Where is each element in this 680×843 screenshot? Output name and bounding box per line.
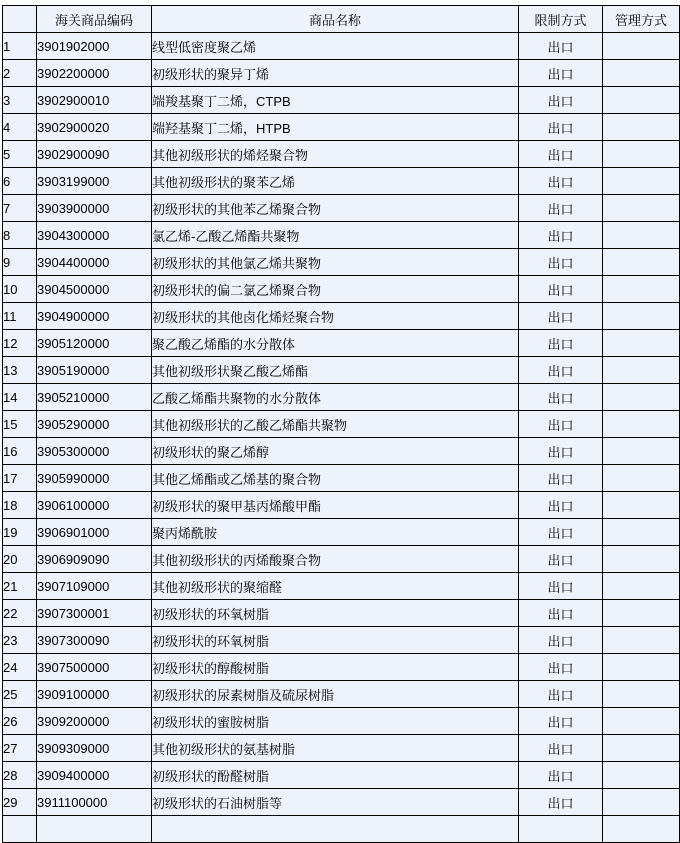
product-name-cell: 端羟基聚丁二烯，HTPB <box>152 114 519 141</box>
table-row <box>3 465 680 492</box>
hs-code-cell: 3903199000 <box>37 168 152 195</box>
row-number-cell: 9 <box>3 249 37 276</box>
restriction-cell: 出口 <box>519 330 603 357</box>
product-name-cell: 其他初级形状的烯烃聚合物 <box>152 141 519 168</box>
product-name-cell: 初级形状的其他氯乙烯共聚物 <box>152 249 519 276</box>
table-row <box>3 519 680 546</box>
product-name-cell: 氯乙烯-乙酸乙烯酯共聚物 <box>152 222 519 249</box>
management-cell <box>603 168 680 195</box>
restriction-cell: 出口 <box>519 519 603 546</box>
product-name-cell: 初级形状的尿素树脂及硫尿树脂 <box>152 681 519 708</box>
empty-cell <box>519 816 603 843</box>
hs-code-cell: 3901902000 <box>37 33 152 60</box>
hs-code-cell: 3909200000 <box>37 708 152 735</box>
table-row <box>3 627 680 654</box>
table-row <box>3 330 680 357</box>
management-cell <box>603 330 680 357</box>
row-number-cell: 26 <box>3 708 37 735</box>
header-restriction-type: 限制方式 <box>519 6 603 33</box>
row-number-cell: 8 <box>3 222 37 249</box>
product-name-cell: 初级形状的蜜胺树脂 <box>152 708 519 735</box>
hs-code-cell: 3904500000 <box>37 276 152 303</box>
management-cell <box>603 465 680 492</box>
row-number-cell: 6 <box>3 168 37 195</box>
management-cell <box>603 654 680 681</box>
table-row <box>3 573 680 600</box>
row-number-cell: 3 <box>3 87 37 114</box>
restriction-cell: 出口 <box>519 546 603 573</box>
hs-code-cell: 3902900020 <box>37 114 152 141</box>
restriction-cell: 出口 <box>519 492 603 519</box>
management-cell <box>603 438 680 465</box>
table-row <box>3 195 680 222</box>
management-cell <box>603 276 680 303</box>
management-cell <box>603 681 680 708</box>
hs-code-cell: 3906909090 <box>37 546 152 573</box>
management-cell <box>603 141 680 168</box>
product-name-cell: 线型低密度聚乙烯 <box>152 33 519 60</box>
table-row <box>3 600 680 627</box>
product-name-cell: 初级形状的酚醛树脂 <box>152 762 519 789</box>
header-row <box>3 6 680 33</box>
product-name-cell: 其他初级形状的聚苯乙烯 <box>152 168 519 195</box>
hs-code-cell: 3907300090 <box>37 627 152 654</box>
hs-code-cell: 3902200000 <box>37 60 152 87</box>
restriction-cell: 出口 <box>519 276 603 303</box>
restriction-cell: 出口 <box>519 438 603 465</box>
row-number-cell: 10 <box>3 276 37 303</box>
product-name-cell: 初级形状的其他卤化烯烃聚合物 <box>152 303 519 330</box>
hs-code-cell: 3903900000 <box>37 195 152 222</box>
management-cell <box>603 33 680 60</box>
hs-code-cell: 3906901000 <box>37 519 152 546</box>
table-row <box>3 762 680 789</box>
product-name-cell: 端羧基聚丁二烯，CTPB <box>152 87 519 114</box>
product-name-cell: 初级形状的聚异丁烯 <box>152 60 519 87</box>
restriction-cell: 出口 <box>519 33 603 60</box>
table-row <box>3 492 680 519</box>
restriction-cell: 出口 <box>519 60 603 87</box>
product-name-cell: 其他初级形状的丙烯酸聚合物 <box>152 546 519 573</box>
product-name-cell: 聚丙烯酰胺 <box>152 519 519 546</box>
product-name-cell: 初级形状的其他苯乙烯聚合物 <box>152 195 519 222</box>
table-row <box>3 654 680 681</box>
hs-code-cell: 3905120000 <box>37 330 152 357</box>
hs-code-cell: 3905290000 <box>37 411 152 438</box>
table-row <box>3 60 680 87</box>
row-number-cell: 29 <box>3 789 37 816</box>
row-number-cell: 23 <box>3 627 37 654</box>
restriction-cell: 出口 <box>519 168 603 195</box>
product-name-cell: 初级形状的聚甲基丙烯酸甲酯 <box>152 492 519 519</box>
row-number-cell: 7 <box>3 195 37 222</box>
hs-code-cell: 3905300000 <box>37 438 152 465</box>
empty-cell <box>3 816 37 843</box>
product-name-cell: 聚乙酸乙烯酯的水分散体 <box>152 330 519 357</box>
header-hs-code: 海关商品编码 <box>37 6 152 33</box>
empty-cell <box>37 816 152 843</box>
hs-code-cell: 3909100000 <box>37 681 152 708</box>
row-number-cell: 11 <box>3 303 37 330</box>
row-number-cell: 22 <box>3 600 37 627</box>
table-row <box>3 168 680 195</box>
empty-cell <box>603 816 680 843</box>
table-row-partial <box>3 816 680 843</box>
row-number-cell: 17 <box>3 465 37 492</box>
header-product-name: 商品名称 <box>152 6 519 33</box>
product-name-cell: 其他初级形状聚乙酸乙烯酯 <box>152 357 519 384</box>
restriction-cell: 出口 <box>519 708 603 735</box>
management-cell <box>603 519 680 546</box>
table-row <box>3 303 680 330</box>
hs-code-cell: 3905210000 <box>37 384 152 411</box>
table-row <box>3 384 680 411</box>
management-cell <box>603 708 680 735</box>
table-row <box>3 681 680 708</box>
management-cell <box>603 762 680 789</box>
hs-code-cell: 3909400000 <box>37 762 152 789</box>
restriction-cell: 出口 <box>519 384 603 411</box>
restriction-cell: 出口 <box>519 222 603 249</box>
hs-code-cell: 3904300000 <box>37 222 152 249</box>
row-number-cell: 12 <box>3 330 37 357</box>
row-number-cell: 16 <box>3 438 37 465</box>
restriction-cell: 出口 <box>519 600 603 627</box>
management-cell <box>603 411 680 438</box>
hs-code-cell: 3911100000 <box>37 789 152 816</box>
restriction-cell: 出口 <box>519 465 603 492</box>
row-number-cell: 19 <box>3 519 37 546</box>
hs-code-cell: 3904400000 <box>37 249 152 276</box>
product-name-cell: 其他初级形状的乙酸乙烯酯共聚物 <box>152 411 519 438</box>
hs-code-cell: 3909309000 <box>37 735 152 762</box>
row-number-cell: 2 <box>3 60 37 87</box>
restriction-cell: 出口 <box>519 87 603 114</box>
restriction-cell: 出口 <box>519 114 603 141</box>
row-number-cell: 18 <box>3 492 37 519</box>
product-name-cell: 初级形状的石油树脂等 <box>152 789 519 816</box>
restriction-cell: 出口 <box>519 249 603 276</box>
table-row <box>3 141 680 168</box>
table-row <box>3 789 680 816</box>
hs-code-cell: 3907500000 <box>37 654 152 681</box>
hs-code-cell: 3904900000 <box>37 303 152 330</box>
row-number-cell: 21 <box>3 573 37 600</box>
product-name-cell: 其他初级形状的聚缩醛 <box>152 573 519 600</box>
management-cell <box>603 735 680 762</box>
management-cell <box>603 195 680 222</box>
management-cell <box>603 789 680 816</box>
management-cell <box>603 573 680 600</box>
management-cell <box>603 249 680 276</box>
product-name-cell: 初级形状的偏二氯乙烯聚合物 <box>152 276 519 303</box>
product-name-cell: 初级形状的环氧树脂 <box>152 627 519 654</box>
table-row <box>3 546 680 573</box>
hs-code-cell: 3905190000 <box>37 357 152 384</box>
restriction-cell: 出口 <box>519 654 603 681</box>
management-cell <box>603 546 680 573</box>
header-row-number <box>3 6 37 33</box>
product-name-cell: 其他初级形状的氨基树脂 <box>152 735 519 762</box>
row-number-cell: 1 <box>3 33 37 60</box>
management-cell <box>603 600 680 627</box>
restriction-cell: 出口 <box>519 627 603 654</box>
hs-code-cell: 3907300001 <box>37 600 152 627</box>
table-row <box>3 33 680 60</box>
management-cell <box>603 627 680 654</box>
row-number-cell: 24 <box>3 654 37 681</box>
table-row <box>3 87 680 114</box>
table-row <box>3 357 680 384</box>
row-number-cell: 27 <box>3 735 37 762</box>
table-row <box>3 114 680 141</box>
product-name-cell: 初级形状的环氧树脂 <box>152 600 519 627</box>
commodity-table <box>2 5 680 843</box>
table-row <box>3 708 680 735</box>
table-row <box>3 249 680 276</box>
management-cell <box>603 357 680 384</box>
restriction-cell: 出口 <box>519 303 603 330</box>
row-number-cell: 4 <box>3 114 37 141</box>
product-name-cell: 初级形状的醇酸树脂 <box>152 654 519 681</box>
restriction-cell: 出口 <box>519 195 603 222</box>
header-management-type: 管理方式 <box>603 6 680 33</box>
hs-code-cell: 3906100000 <box>37 492 152 519</box>
hs-code-cell: 3905990000 <box>37 465 152 492</box>
management-cell <box>603 222 680 249</box>
product-name-cell: 乙酸乙烯酯共聚物的水分散体 <box>152 384 519 411</box>
table-row <box>3 411 680 438</box>
restriction-cell: 出口 <box>519 141 603 168</box>
row-number-cell: 15 <box>3 411 37 438</box>
row-number-cell: 25 <box>3 681 37 708</box>
table-row <box>3 276 680 303</box>
restriction-cell: 出口 <box>519 762 603 789</box>
product-name-cell: 初级形状的聚乙烯醇 <box>152 438 519 465</box>
hs-code-cell: 3907109000 <box>37 573 152 600</box>
management-cell <box>603 303 680 330</box>
table-row <box>3 438 680 465</box>
hs-code-cell: 3902900010 <box>37 87 152 114</box>
management-cell <box>603 384 680 411</box>
management-cell <box>603 87 680 114</box>
row-number-cell: 13 <box>3 357 37 384</box>
management-cell <box>603 60 680 87</box>
row-number-cell: 14 <box>3 384 37 411</box>
empty-cell <box>152 816 519 843</box>
restriction-cell: 出口 <box>519 735 603 762</box>
restriction-cell: 出口 <box>519 681 603 708</box>
restriction-cell: 出口 <box>519 573 603 600</box>
product-name-cell: 其他乙烯酯或乙烯基的聚合物 <box>152 465 519 492</box>
restriction-cell: 出口 <box>519 357 603 384</box>
row-number-cell: 28 <box>3 762 37 789</box>
row-number-cell: 20 <box>3 546 37 573</box>
management-cell <box>603 492 680 519</box>
restriction-cell: 出口 <box>519 411 603 438</box>
table-row <box>3 735 680 762</box>
hs-code-cell: 3902900090 <box>37 141 152 168</box>
table-row <box>3 222 680 249</box>
row-number-cell: 5 <box>3 141 37 168</box>
management-cell <box>603 114 680 141</box>
restriction-cell: 出口 <box>519 789 603 816</box>
